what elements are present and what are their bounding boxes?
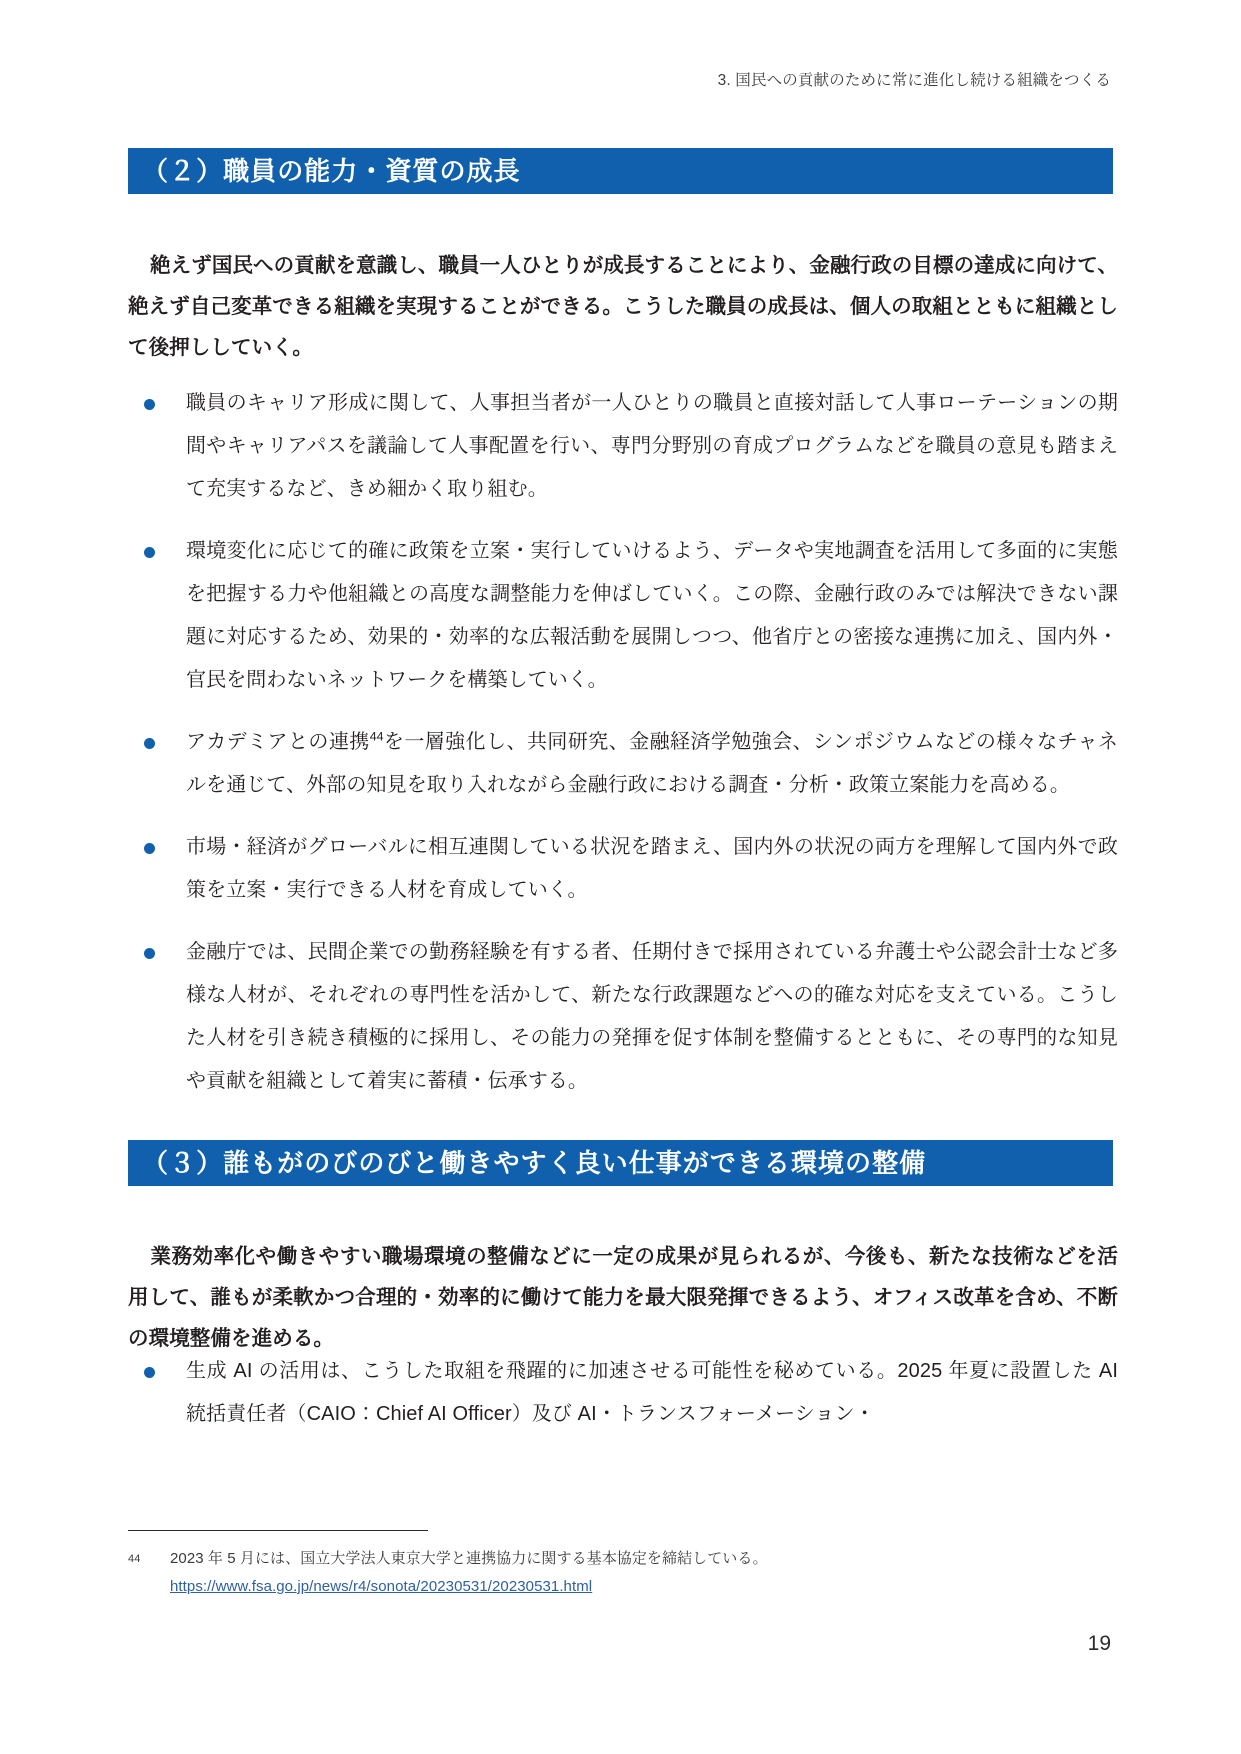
list-item-text: 環境変化に応じて的確に政策を立案・実行していけるよう、データや実地調査を活用して多面的に実態を把握する力や他組織との高度な調整能力を伸ばしていく。この際、金融行政のみでは解決できない課題に対応するため、効果的・効率的な広報活動を展開しつつ、他省庁との密接な連携に加え、国内外・官民を問わないネットワークを構築していく。 [186,540,1118,691]
footnote-url-link[interactable]: https://www.fsa.go.jp/news/r4/sonota/20230531/20230531.html [170,1578,593,1595]
list-item [128,931,1118,1103]
section-lead-paragraph-3 [128,1236,1118,1359]
lead-text-3: 業務効率化や働きやすい職場環境の整備などに一定の成果が見られるが、今後も、新たな技術などを活用して、誰もが柔軟かつ合理的・効率的に働けて能力を最大限発揮できるよう、オフィス改革を含め、不断の環境整備を進める。 [128,1244,1118,1350]
section-lead-paragraph-2 [128,245,1118,368]
footnote-text: 2023 年 5 月には、国立大学法人東京大学と連携協力に関する基本協定を締結している。 [170,1550,768,1567]
list-item-text: 職員のキャリア形成に関して、人事担当者が一人ひとりの職員と直接対話して人事ローテーションの期間やキャリアパスを議論して人事配置を行い、専門分野別の育成プログラムなどを職員の意見も踏まえて充実するなど、きめ細かく取り組む。 [186,392,1118,500]
bullet-dot-icon [144,399,155,410]
list-item [128,1350,1118,1436]
list-item [128,826,1118,912]
list-item-text: 金融庁では、民間企業での勤務経験を有する者、任期付きで採用されている弁護士や公認会計士など多様な人材が、それぞれの専門性を活かして、新たな行政課題などへの的確な対応を支えている。こうした人材を引き続き積極的に採用し、その能力の発揮を促す体制を整備するとともに、その専門的な知見や貢献を組織として着実に蓄積・伝承する。 [186,941,1118,1092]
section-heading-3: （３）誰もがのびのびと働きやすく良い仕事ができる環境の整備 [128,1140,1113,1186]
bullet-dot-icon [144,738,155,749]
footnote-number: 44 [128,1553,141,1565]
section-heading-2: （２）職員の能力・資質の成長 [128,148,1113,194]
bullet-dot-icon [144,1367,155,1378]
bullet-list-section-2 [128,382,1118,1103]
bullet-list-section-3 [128,1350,1118,1436]
running-header: 3. 国民への貢献のために常に進化し続ける組織をつくる [717,72,1111,89]
bullet-dot-icon [144,843,155,854]
footnote-reference-44[interactable]: 44 [369,729,384,744]
list-item-text: 生成 AI の活用は、こうした取組を飛躍的に加速させる可能性を秘めている。2025 年夏に設置した AI 統括責任者（CAIO：Chief AI Officer）及び AI・トランスフォーメーション・ [186,1360,1118,1425]
footnote-separator-rule [128,1530,428,1531]
list-item-text-cont: を一層強化し、共同研究、金融経済学勉強会、シンポジウムなどの様々なチャネルを通じて、外部の知見を取り入れながら金融行政における調査・分析・政策立案能力を高める。 [186,731,1118,796]
bullet-dot-icon [144,547,155,558]
list-item [128,382,1118,511]
list-item [128,721,1118,807]
footnote-entry [128,1545,1118,1601]
bullet-dot-icon [144,948,155,959]
footnote-area [128,1530,1118,1601]
list-item-text: アカデミアとの連携 [186,731,370,753]
page-number: 19 [1087,1632,1111,1655]
list-item [128,530,1118,702]
list-item-text: 市場・経済がグローバルに相互連関している状況を踏まえ、国内外の状況の両方を理解して国内外で政策を立案・実行できる人材を育成していく。 [186,836,1118,901]
lead-text-2: 絶えず国民への貢献を意識し、職員一人ひとりが成長することにより、金融行政の目標の達成に向けて、絶えず自己変革できる組織を実現することができる。こうした職員の成長は、個人の取組とともに組織として後押ししていく。 [128,253,1118,359]
